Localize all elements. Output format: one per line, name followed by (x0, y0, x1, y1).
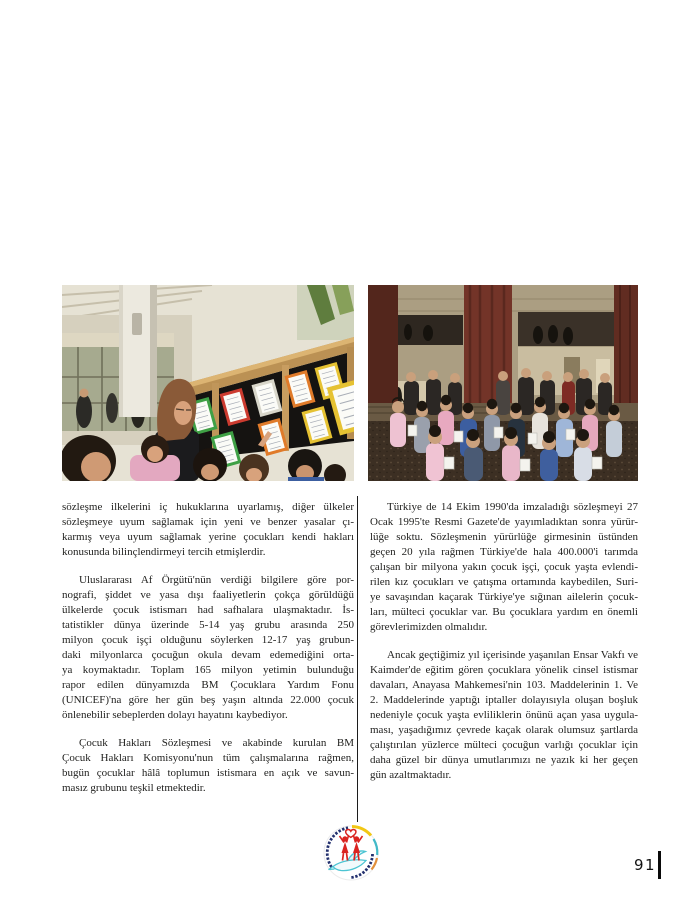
text-line: Ancak geçtiğimiz yıl içerisinde yaşanılan Ensar Vakfı ve (387, 649, 638, 661)
storefront-glass (62, 333, 174, 431)
page-number-text: 91 (634, 856, 657, 874)
text-line: ülkelerde çocuk istismarı had safhalara ulaşmaktadır. İs- (62, 604, 354, 616)
children-heart-dove-logo-icon (320, 822, 382, 884)
page-number (634, 850, 661, 880)
text-line: Çocuk Hakları Komisyonu'nun tüm çalışmalarına rağmen, (62, 752, 354, 764)
text-line: çalışan bir milyona yakın çocuk işçi, çocuk yaşta evlendi- (370, 561, 638, 573)
text-line: Ocak 1995'te Resmi Gazete'de yayımladıktan sonra yürür- (370, 516, 638, 528)
text-line: Türkiye de 14 Ekim 1990'da imzaladığı sözleşmeyi 27 (387, 501, 638, 513)
text-line: nografi, şiddet ve yasa dışı faaliyetlerin çokça görüldüğü (62, 589, 354, 601)
text-line: çalıştırılan yüzlerce mülteci çocuğun varlığı çocuklar için (370, 739, 638, 751)
text-line: rilen kız çocukları ve çatışma ortamında kaybedilen, Suri- (370, 576, 638, 588)
text-line: daki milyonlarca çocuğun okula devam edemediğini orta- (62, 649, 354, 661)
text-line: ya koymaktadır. Toplam 165 milyon yetimin bulunduğu (62, 664, 354, 676)
text-line: milyon çocuk işçi olduğunu söylerken 12-17 yaş grubun- (62, 634, 354, 646)
text-line: karmış veya uyum sağlamak yerine çocukları kendi hakları (62, 531, 354, 543)
text-line: masız grubunu teşkil etmektedir. (62, 782, 206, 794)
article-column-left (62, 500, 354, 796)
text-line: ması, yaşadığımız çevrede kaçak olarak olumsuz şartlarda (370, 724, 638, 736)
text-line: Kaimder'de eğitim gören çocuklara yönelik cinsel istismar (370, 664, 638, 676)
paragraph (370, 500, 638, 635)
text-line: önlenebilir sebeplerden dolayı hayatını kaybediyor. (62, 709, 288, 721)
text-line: Çocuk Hakları Sözleşmesi ve akabinde kurulan BM (79, 737, 354, 749)
paragraph (62, 500, 354, 560)
text-line: (UNICEF)'na göre her gün beş yaşın altında 22.000 çocuk (62, 694, 354, 706)
text-line: gün azaltmaktadır. (370, 769, 452, 781)
column-divider (357, 496, 358, 822)
paragraph (370, 648, 638, 783)
text-line: nedeniyle çocuk yaşta evliliklerin önünü açan yasa uygula- (370, 709, 638, 721)
text-line: rapor edilen dünyamızda BM Çocuklara Yardım Fonu (62, 679, 354, 691)
text-line: Uluslararası Af Örgütü'nün verdiği bilgilere göre por- (79, 574, 354, 586)
text-line: bugün çocuklar hâlâ toplumun istismara en açık ve savun- (62, 767, 354, 779)
text-line: sözleşme ilkelerini iç hukuklarına uyarlamış, diğer ülkeler (62, 501, 354, 513)
text-line: daha güzel bir dünya umutlarımızı ne yazık ki her geçen (370, 754, 638, 766)
page-number-bar (658, 851, 661, 879)
paragraph (62, 736, 354, 796)
photo-children-letters-board-image (62, 285, 354, 481)
text-line: lüğe soktu. Sözleşmenin yürürlüğe girmesinin üstünden (370, 531, 638, 543)
text-line: geçen 20 yıla rağmen Türkiye'de hala 400.000'i tarımda (370, 546, 638, 558)
photo-children-group-hall-image (368, 285, 638, 481)
text-line: konusunda bilinçlendirmeyi tercih etmişlerdir. (62, 546, 266, 558)
text-line: görevlerimizden olmalıdır. (370, 621, 488, 633)
text-line: ye savaşından kaçarak Türkiye'ye sığınan ailelerin çocuk- (370, 591, 638, 603)
article-column-right (370, 500, 638, 783)
text-line: tatistikler dünya üzerinde 5-14 yaş grubu arasında 250 (62, 619, 354, 631)
text-line: sözleşmeye uyum sağlamak için yeni ve benzer yasalar çı- (62, 516, 354, 528)
text-line: 2. Maddelerinde yaptığı iptaller dolayısıyla oluşan boşluk (370, 694, 638, 706)
lobby-column (119, 285, 157, 417)
text-line: ları, mülteci çocuklar var. Bu çocuklara yardım en önemli (370, 606, 638, 618)
text-line: davaları, Anayasa Mahkemesi'nin 103. Maddelerinin 1. Ve (370, 679, 638, 691)
paragraph (62, 573, 354, 723)
